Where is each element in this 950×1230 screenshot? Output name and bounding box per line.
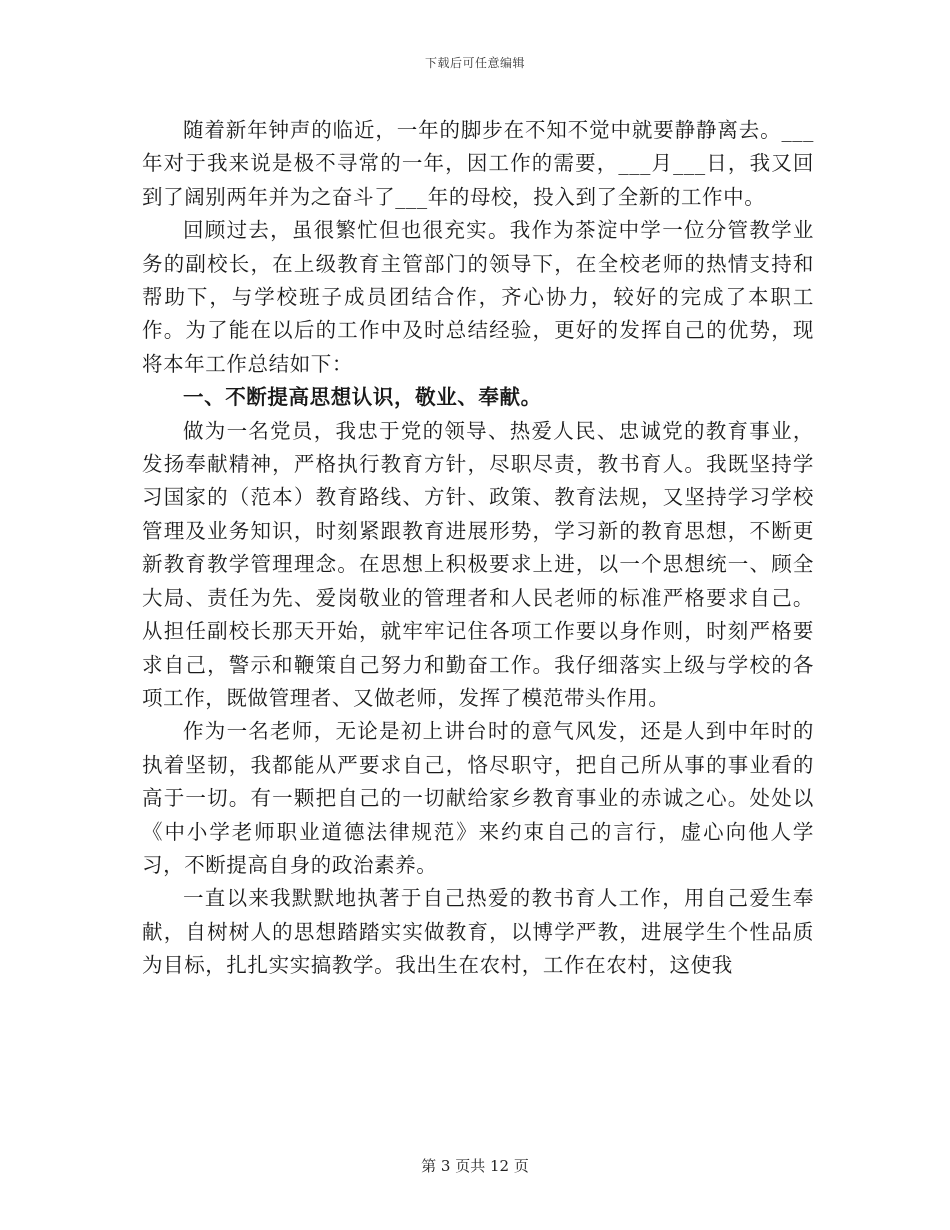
paragraph-review: 回顾过去，虽很繁忙但也很充实。我作为茶淀中学一位分管教学业务的副校长，在上级教育主管部门的领导下，在全校老师的热情支持和帮助下，与学校班子成员团结合作，齐心协力，较好的完成了本职工作。为了能在以后的工作中及时总结经验，更好的发挥自己的优势，现将本年工作总结如下： bbox=[142, 218, 814, 376]
page-number-footer: 第 3 页共 12 页 bbox=[421, 1157, 529, 1175]
document-body bbox=[142, 114, 814, 983]
paragraph-party-member: 做为一名党员，我忠于党的领导、热爱人民、忠诚党的教育事业，发扬奉献精神，严格执行教育方针，尽职尽责，教书育人。我既坚持学习国家的（范本）教育路线、方针、政策、教育法规，又坚持学习学校管理及业务知识，时刻紧跟教育进展形势，学习新的教育思想，不断更新教育教学管理理念。在思想上积极要求上进，以一个思想统一、顾全大局、责任为先、爱岗敬业的管理者和人民老师的标准严格要求自己。从担任副校长那天开始，就牢牢记住各项工作要以身作则，时刻严格要求自己，警示和鞭策自己努力和勤奋工作。我仔细落实上级与学校的各项工作，既做管理者、又做老师，发挥了模范带头作用。 bbox=[142, 418, 814, 710]
paragraph-intro: 随着新年钟声的临近，一年的脚步在不知不觉中就要静静离去。___年对于我来说是极不寻常的一年，因工作的需要，___月___日，我又回到了阔别两年并为之奋斗了___年的母校，投入到了全新的工作中。 bbox=[142, 118, 814, 209]
section-heading-1: 一、不断提高思想认识，敬业、奉献。 bbox=[183, 385, 542, 410]
paragraph-dedication: 一直以来我默默地执著于自己热爱的教书育人工作，用自己爱生奉献，自树树人的思想踏踏实实做教育，以博学严教，进展学生个性品质为目标，扎扎实实搞教学。我出生在农村，工作在农村，这使我 bbox=[142, 886, 814, 978]
page-header-note: 下载后可任意编辑 bbox=[424, 56, 525, 70]
paragraph-teacher: 作为一名老师，无论是初上讲台时的意气风发，还是人到中年时的执着坚韧，我都能从严要求自己，恪尽职守，把自己所从事的事业看的高于一切。有一颗把自己的一切献给家乡教育事业的赤诚之心。处处以《中小学老师职业道德法律规范》来约束自己的言行，虚心向他人学习，不断提高自身的政治素养。 bbox=[142, 719, 814, 877]
